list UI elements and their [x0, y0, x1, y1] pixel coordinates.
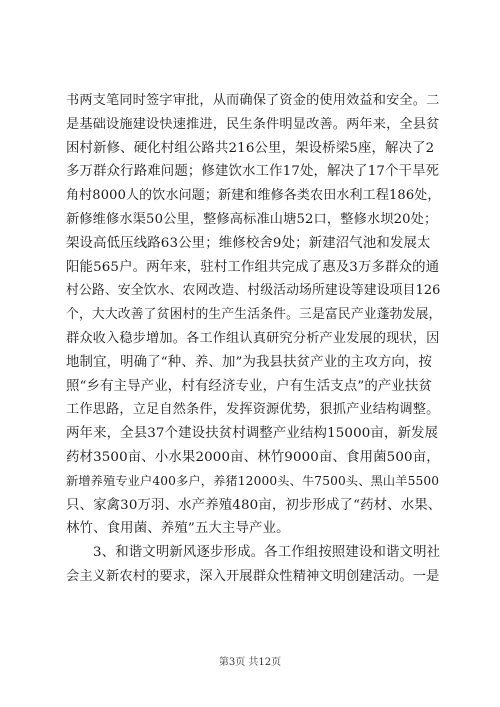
text-line: 只、家禽30万羽、水产养殖480亩，初步形成了“药材、水果、 — [66, 497, 442, 513]
text-line: 会主义新农村的要求，深入开展群众性精神文明创建活动。一是 — [66, 568, 440, 584]
text-line: 架设高低压线路63公里；维修校舍9处；新建沼气池和发展太 — [66, 235, 431, 251]
text-line: 个，大大改善了贫困村的生产生活条件。三是富民产业蓬勃发展， — [66, 307, 442, 323]
text-line: 地制宜，明确了“种、养、加”为我县扶贫产业的主攻方向，按 — [66, 354, 433, 370]
text-line: 照“乡有主导产业，村有经济专业，户有生活支点”的产业扶贫 — [66, 378, 433, 394]
document-body — [66, 89, 441, 589]
text-line: 两年来，全县37个建设扶贫村调整产业结构15000亩，新发展 — [66, 426, 439, 442]
text-line: 新修维修水渠50公里，整修高标准山塘52口，整修水坝20处； — [66, 211, 438, 227]
text-line: 角村8000人的饮水问题；新建和维修各类农田水利工程186处， — [66, 188, 441, 204]
text-line: 药材3500亩、小水果2000亩、林竹9000亩、食用菌500亩， — [66, 449, 440, 465]
text-line: 困村新修、硬化村组公路共216公里，架设桥梁5座，解决了2 — [66, 140, 435, 156]
paragraph-start-line: 3、和谐文明新风逐步形成。各工作组按照建设和谐文明社 — [93, 545, 441, 561]
text-line: 阳能565户。两年来，驻村工作组共完成了惠及3万多群众的通 — [66, 259, 440, 275]
text-line: 书两支笔同时签字审批，从而确保了资金的使用效益和安全。二 — [66, 93, 440, 108]
text-line: 村公路、安全饮水、农网改造、村级活动场所建设等建设项目126 — [66, 283, 441, 299]
text-line: 是基础设施建设快速推进，民生条件明显改善。两年来，全县贫 — [66, 116, 440, 132]
text-line: 多万群众行路难问题；修建饮水工作17处，解决了17个干旱死 — [66, 164, 440, 180]
text-line: 工作思路，立足自然条件，发挥资源优势，狠抓产业结构调整。 — [66, 402, 440, 418]
text-line: 群众收入稳步增加。各工作组认真研究分析产业发展的现状，因 — [66, 330, 440, 346]
text-line: 新增养殖专业户400多户，养猪12000头、牛7500头、黑山羊5500 — [66, 473, 440, 488]
page-number-footer: 第3页 共12页 — [218, 657, 282, 668]
text-line: 林竹、食用菌、养殖”五大主导产业。 — [66, 521, 290, 537]
